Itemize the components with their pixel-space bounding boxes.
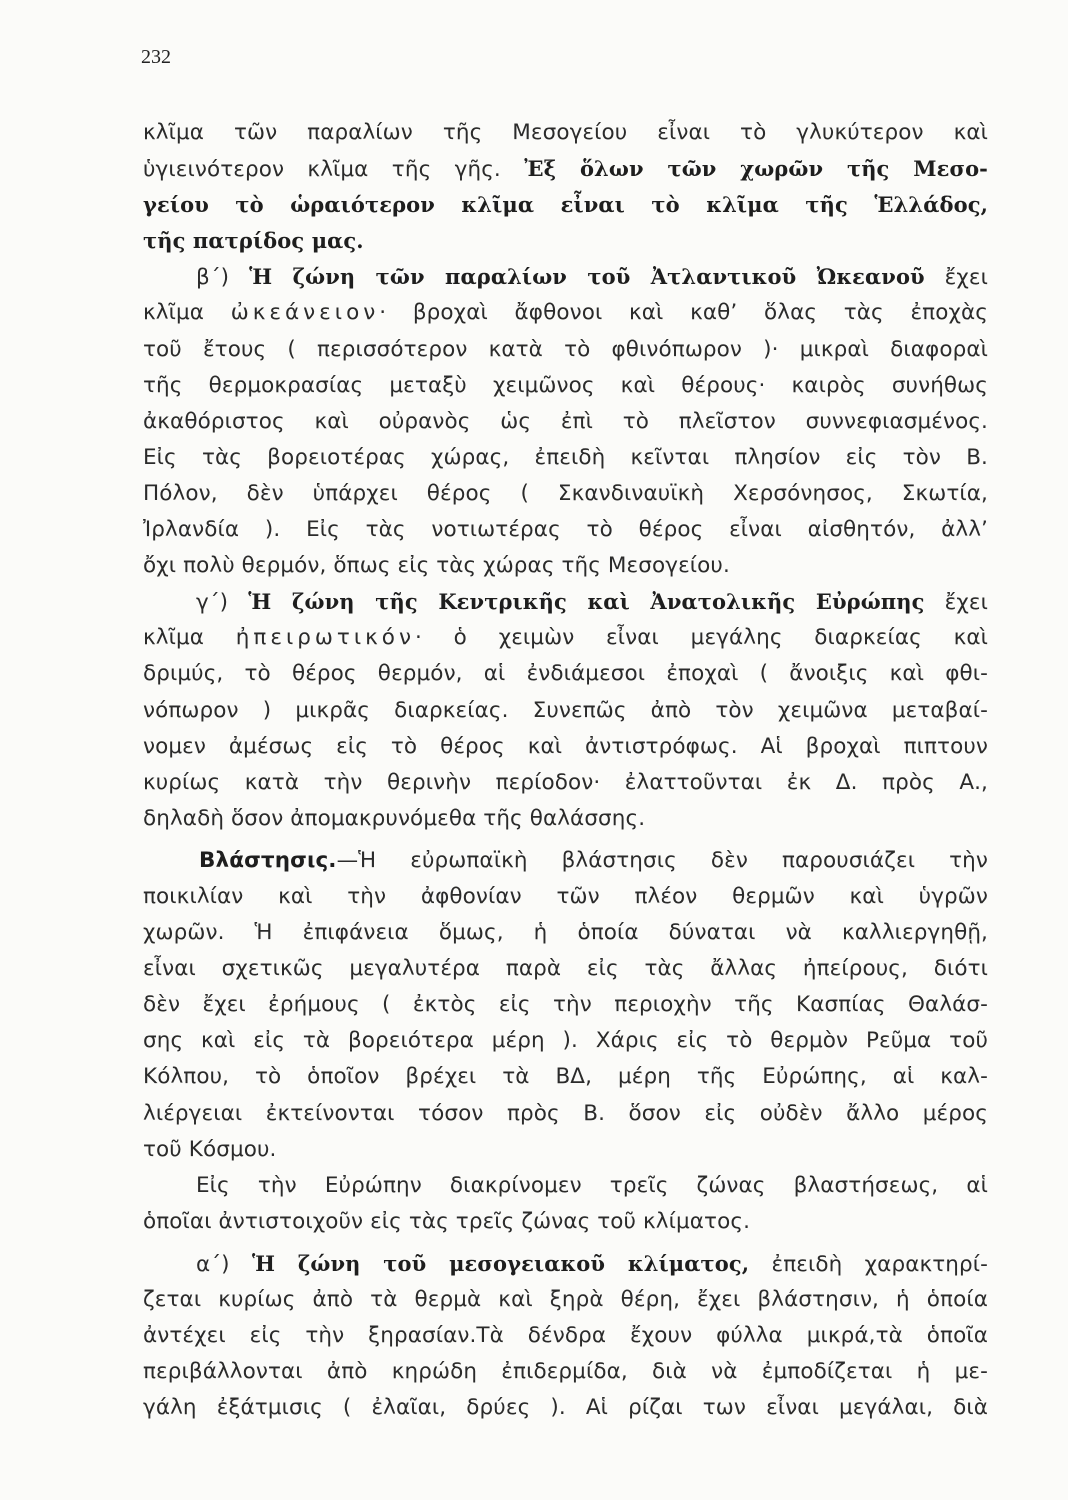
text-line: τῆς θερμοκρασίας μεταξὺ χειμῶνος καὶ θέρους· καιρὸς συνήθως [143,372,988,398]
text-line: κλῖμα ὠκεάνειον· βροχαὶ ἄφθονοι καὶ καθ’ ὅλας τὰς ἐποχὰς [143,300,988,326]
text-line: Πόλον, δὲν ὑπάρχει θέρος ( Σκανδιναυϊκὴ Χερσόνησος, Σκωτία, [143,480,988,506]
text-line: Ἰρλανδία ). Εἰς τὰς νοτιωτέρας τὸ θέρος εἶναι αἰσθητόν, ἀλλ’ [143,517,988,543]
text-line: δηλαδὴ ὅσον ἀπομακρυνόμεθα τῆς θαλάσσης. [143,805,646,831]
text-line: δριμύς, τὸ θέρος θερμόν, αἱ ἐνδιάμεσοι ἐποχαὶ ( ἄνοιξις καὶ φθι- [143,661,988,687]
text-line: κλῖμα ἠπειρωτικόν· ὁ χειμὼν εἶναι μεγάλης διαρκείας καὶ [143,625,988,651]
text-line: γείου τὸ ὡραιότερον κλῖμα εἶναι τὸ κλῖμα τῆς Ἑλλάδος, [143,192,988,218]
text-line: κλῖμα τῶν παραλίων τῆς Μεσογείου εἶναι τὸ γλυκύτερον καὶ [143,120,988,145]
text-line: ὄχι πολὺ θερμόν, ὅπως εἰς τὰς χώρας τῆς Μεσογείου. [143,553,730,579]
text-line: σης καὶ εἰς τὰ βορειότερα μέρη ). Χάρις εἰς τὸ θερμὸν Ρεῦμα τοῦ [143,1028,988,1054]
text-line: Βλάστησις.—Ἡ εὐρωπαϊκὴ βλάστησις δὲν παρουσιάζει τὴν [199,847,988,873]
text-line: τοῦ Κόσμου. [143,1136,277,1162]
text-line: χωρῶν. Ἡ ἐπιφάνεια ὅμως, ἡ ὁποία δύναται νὰ καλλιεργηθῇ, [143,920,988,946]
text-line: γ΄) Ἡ ζώνη τῆς Κεντρικῆς καὶ Ἀνατολικῆς Εὐρώπης ἔχει [196,589,988,616]
text-line: ζεται κυρίως ἀπὸ τὰ θερμὰ καὶ ξηρὰ θέρη, ἔχει βλάστησιν, ἡ ὁποία [143,1287,988,1312]
text-line: δὲν ἔχει ἐρήμους ( ἐκτὸς εἰς τὴν περιοχὴν τῆς Κασπίας Θαλάσ- [143,992,988,1018]
text-line: ἀντέχει εἰς τὴν ξηρασίαν.Τὰ δένδρα ἔχουν φύλλα μικρά,τὰ ὁποῖα [143,1323,988,1349]
text-line: τοῦ ἔτους ( περισσότερον κατὰ τὸ φθινόπωρον )· μικραὶ διαφοραὶ [143,336,988,362]
text-line: νόπωρον ) μικρᾶς διαρκείας. Συνεπῶς ἀπὸ τὸν χειμῶνα μεταβαί- [143,697,988,723]
text-line: λιέργειαι ἐκτείνονται τόσον πρὸς Β. ὅσον εἰς οὐδὲν ἄλλο μέρος [143,1100,988,1126]
text-line: ὁποῖαι ἀντιστοιχοῦν εἰς τὰς τρεῖς ζώνας τοῦ κλίματος. [143,1208,751,1234]
text-line: τῆς πατρίδος μας. [143,228,364,254]
text-line: ποικιλίαν καὶ τὴν ἀφθονίαν τῶν πλέον θερμῶν καὶ ὑγρῶν [143,883,988,909]
text-line: εἶναι σχετικῶς μεγαλυτέρα παρὰ εἰς τὰς ἄλλας ἠπείρους, διότι [143,956,988,982]
text-line: κυρίως κατὰ τὴν θερινὴν περίοδον· ἐλαττοῦνται ἐκ Δ. πρὸς Α., [143,769,988,795]
text-line: α΄) Ἡ ζώνη τοῦ μεσογειακοῦ κλίματος, ἐπειδὴ χαρακτηρί- [196,1250,988,1277]
text-line: ἀκαθόριστος καὶ οὐρανὸς ὡς ἐπὶ τὸ πλεῖστον συννεφιασμένος. [143,408,988,434]
text-line: Κόλπου, τὸ ὁποῖον βρέχει τὰ ΒΔ, μέρη τῆς Εὐρώπης, αἱ καλ- [143,1064,988,1090]
text-line: β΄) Ἡ ζώνη τῶν παραλίων τοῦ Ἀτλαντικοῦ Ὠκεανοῦ ἔχει [196,264,988,291]
section-heading: Βλάστησις. [199,847,337,873]
text-line: Εἰς τὰς βορειοτέρας χώρας, ἐπειδὴ κεῖνται πλησίον εἰς τὸν Β. [143,444,988,470]
text-line: Εἰς τὴν Εὐρώπην διακρίνομεν τρεῖς ζώνας βλαστήσεως, αἱ [196,1172,988,1198]
text-line: ὑγιεινότερον κλῖμα τῆς γῆς. Ἐξ ὅλων τῶν χωρῶν τῆς Μεσο- [143,156,988,183]
page-body [143,115,988,1426]
page-number: 232 [141,46,171,68]
text-line: γάλη ἐξάτμισις ( ἐλαῖαι, δρύες ). Αἱ ρίζαι των εἶναι μεγάλαι, διὰ [143,1395,988,1421]
text-line: νομεν ἀμέσως εἰς τὸ θέρος καὶ ἀντιστρόφως. Αἱ βροχαὶ πιπτουν [143,733,988,759]
text-line: περιβάλλονται ἀπὸ κηρώδη ἐπιδερμίδα, διὰ νὰ ἐμποδίζεται ἡ με- [143,1359,988,1385]
